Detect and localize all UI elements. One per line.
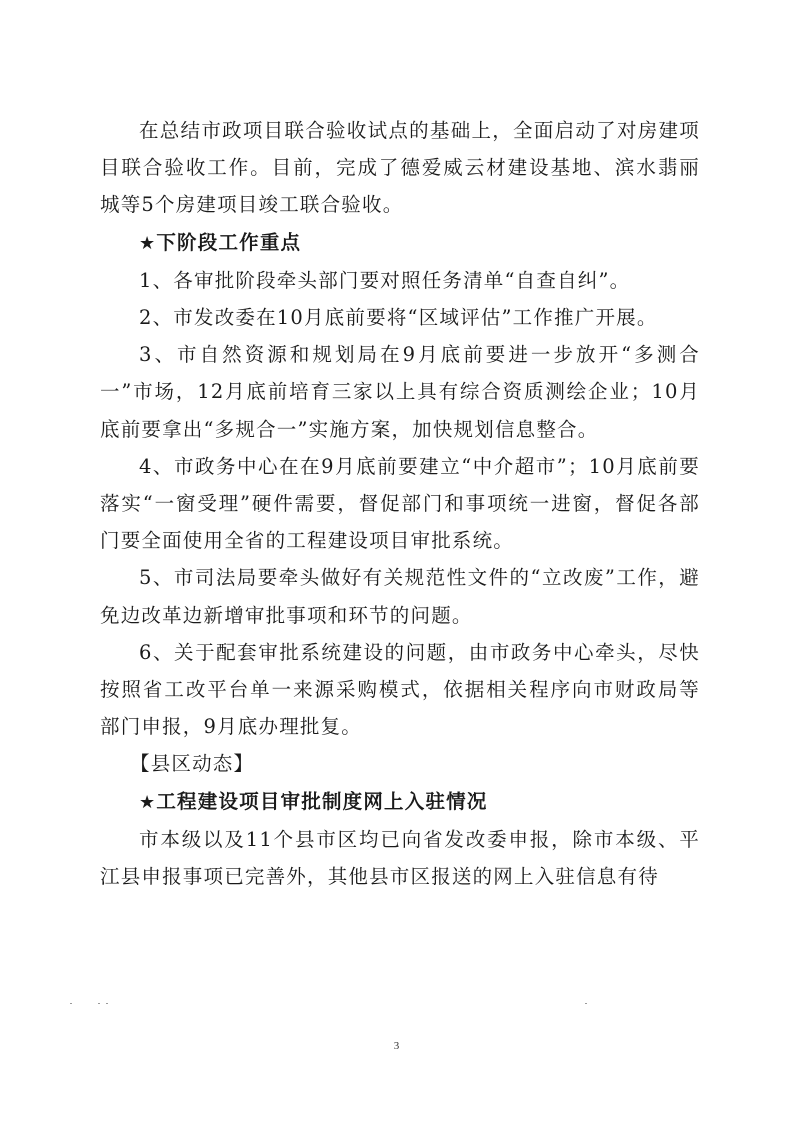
county-dynamics-heading: 【县区动态】 (130, 752, 255, 776)
section-heading-online-registration (100, 783, 700, 821)
star-icon: ★ (139, 791, 157, 813)
section-title: 工程建设项目审批制度网上入驻情况 (156, 789, 488, 813)
list-item-1: 1、各审批阶段牵头部门要对照任务清单“自查自纠”。 (139, 268, 631, 292)
star-icon: ★ (139, 232, 157, 254)
list-item-6: 6、关于配套审批系统建设的问题，由市政务中心牵头，尽快按照省工改平台单一来源采购模式，依据相关程序向市财政局等部门申报，9月底办理批复。 (100, 640, 700, 739)
county-paragraph: 市本级以及11个县市区均已向省发改委申报，除市本级、平江县申报事项已完善外，其他县市区报送的网上入驻信息有待 (100, 827, 700, 889)
list-item-4: 4、市政务中心在在9月底前要建立“中介超市”；10月底前要落实“一窗受理”硬件需要，督促部门和事项统一进窗，督促各部门要全面使用全省的工程建设项目审批系统。 (100, 454, 700, 553)
document-body (100, 112, 700, 895)
list-item-3: 3、市自然资源和规划局在9月底前要进一步放开“多测合一”市场，12月底前培育三家以上具有综合资质测绘企业；10月底前要拿出“多规合一”实施方案，加快规划信息整合。 (100, 343, 700, 441)
page-number: 3 (393, 1040, 400, 1052)
section-heading-next-stage (100, 224, 700, 262)
list-item-5: 5、市司法局要牵头做好有关规范性文件的“立改废”工作，避免边改革边新增审批事项和环节的问题。 (100, 566, 700, 627)
list-item-2: 2、市发改委在10月底前要将“区域评估”工作推广开展。 (139, 306, 658, 330)
scan-artifact (70, 1003, 720, 1007)
intro-paragraph: 在总结市政项目联合验收试点的基础上，全面启动了对房建项目联合验收工作。目前，完成了德爱威云材建设基地、滨水翡丽城等5个房建项目竣工联合验收。 (100, 119, 700, 217)
section-title: 下阶段工作重点 (156, 230, 302, 254)
